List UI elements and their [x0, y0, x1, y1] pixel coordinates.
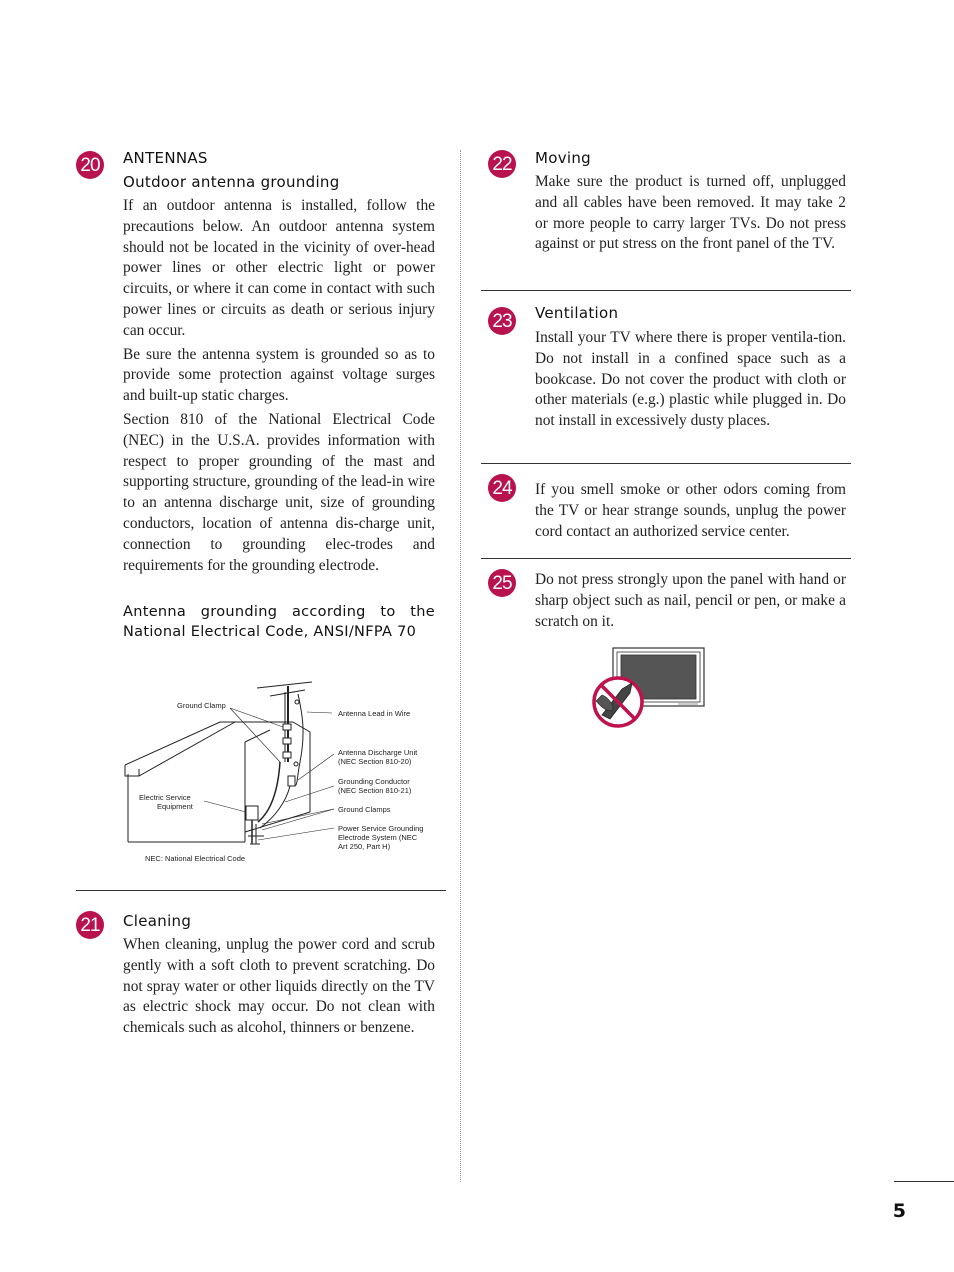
section-body [535, 328, 846, 435]
section-number-badge: 21 [76, 911, 104, 939]
section-heading: Moving [535, 149, 591, 167]
diagram-label: Antenna Discharge Unit [338, 748, 418, 757]
section-subheading: Antenna grounding according to the National Electrical Code, ANSI/NFPA 70 [123, 604, 435, 640]
section-body [123, 935, 435, 1042]
section-number-badge: 22 [488, 150, 516, 178]
section-number-badge: 24 [488, 474, 516, 502]
paragraph: When cleaning, unplug the power cord and scrub gently with a soft cloth to prevent scratching. Do not spray water or other liquids directly on the TV as electric shock may occur. Do not clean with chemicals such as alcohol, thinners or benzene. [123, 936, 435, 1037]
section-heading: ANTENNAS [123, 149, 208, 167]
diagram-label: (NEC Section 810-21) [338, 786, 412, 795]
page-number-rule [894, 1181, 954, 1182]
section-number-badge: 23 [488, 307, 516, 335]
diagram-label: (NEC Section 810-20) [338, 757, 412, 766]
no-scratch-tv-illustration [588, 645, 708, 731]
section-body [123, 196, 435, 579]
diagram-label: Art 250, Part H) [338, 842, 391, 851]
section-number-badge: 25 [488, 569, 516, 597]
section-divider [76, 890, 446, 891]
section-body [535, 570, 846, 635]
paragraph: If an outdoor antenna is installed, follow the precautions below. An outdoor antenna system should not be located in the vicinity of over-head power lines or other electric light or power circuits, or where it can come in contact with such power lines or circuits as death or serious injury can occur. [123, 197, 435, 339]
column-divider [460, 150, 461, 1182]
section-heading: Ventilation [535, 304, 619, 322]
paragraph: Section 810 of the National Electrical Code (NEC) in the U.S.A. provides information with respect to proper grounding of the mast and supporting structure, grounding of the lead-in wire to an antenna discharge unit, size of grounding conductors, location of antenna dis-charge unit, connection to grounding elec-trodes and requirements for the grounding electrode. [123, 410, 435, 574]
section-body [535, 172, 846, 258]
diagram-label: Equipment [157, 802, 193, 811]
section-divider [481, 290, 851, 291]
section-number-badge: 20 [76, 151, 104, 179]
diagram-label: Ground Clamp [177, 701, 226, 710]
paragraph: If you smell smoke or other odors coming from the TV or hear strange sounds, unplug the power cord contact an authorized service center. [535, 481, 846, 540]
diagram-label: Ground Clamps [338, 805, 391, 814]
section-divider [481, 463, 851, 464]
paragraph: Make sure the product is turned off, unplugged and all cables have been removed. It may take 2 or more people to carry larger TVs. Do not press against or put stress on the front panel of the TV. [535, 173, 846, 253]
diagram-label: Electric Service [139, 793, 191, 802]
diagram-note: NEC: National Electrical Code [145, 854, 246, 863]
prohibition-icon [594, 678, 642, 726]
diagram-label: Antenna Lead in Wire [338, 709, 411, 718]
diagram-label: Grounding Conductor [338, 777, 410, 786]
paragraph: Do not press strongly upon the panel with hand or sharp object such as nail, pencil or pen, or make a scratch on it. [535, 571, 846, 630]
diagram-label: Electrode System (NEC [338, 833, 418, 842]
section-heading: Cleaning [123, 912, 192, 930]
paragraph: Be sure the antenna system is grounded so as to provide some protection against voltage surges and built-up static charges. [123, 345, 435, 405]
section-body [535, 480, 846, 545]
paragraph: Install your TV where there is proper ventila-tion. Do not install in a confined space such as a bookcase. Do not cover the product with cloth or other materials (e.g.) plastic while plugged in. Do not install in excessively dusty places. [535, 329, 846, 430]
diagram-label: Power Service Grounding [338, 824, 424, 833]
antenna-grounding-diagram [120, 672, 440, 872]
page-number: 5 [892, 1200, 906, 1222]
section-divider [481, 558, 851, 559]
section-subheading: Outdoor antenna grounding [123, 173, 340, 191]
